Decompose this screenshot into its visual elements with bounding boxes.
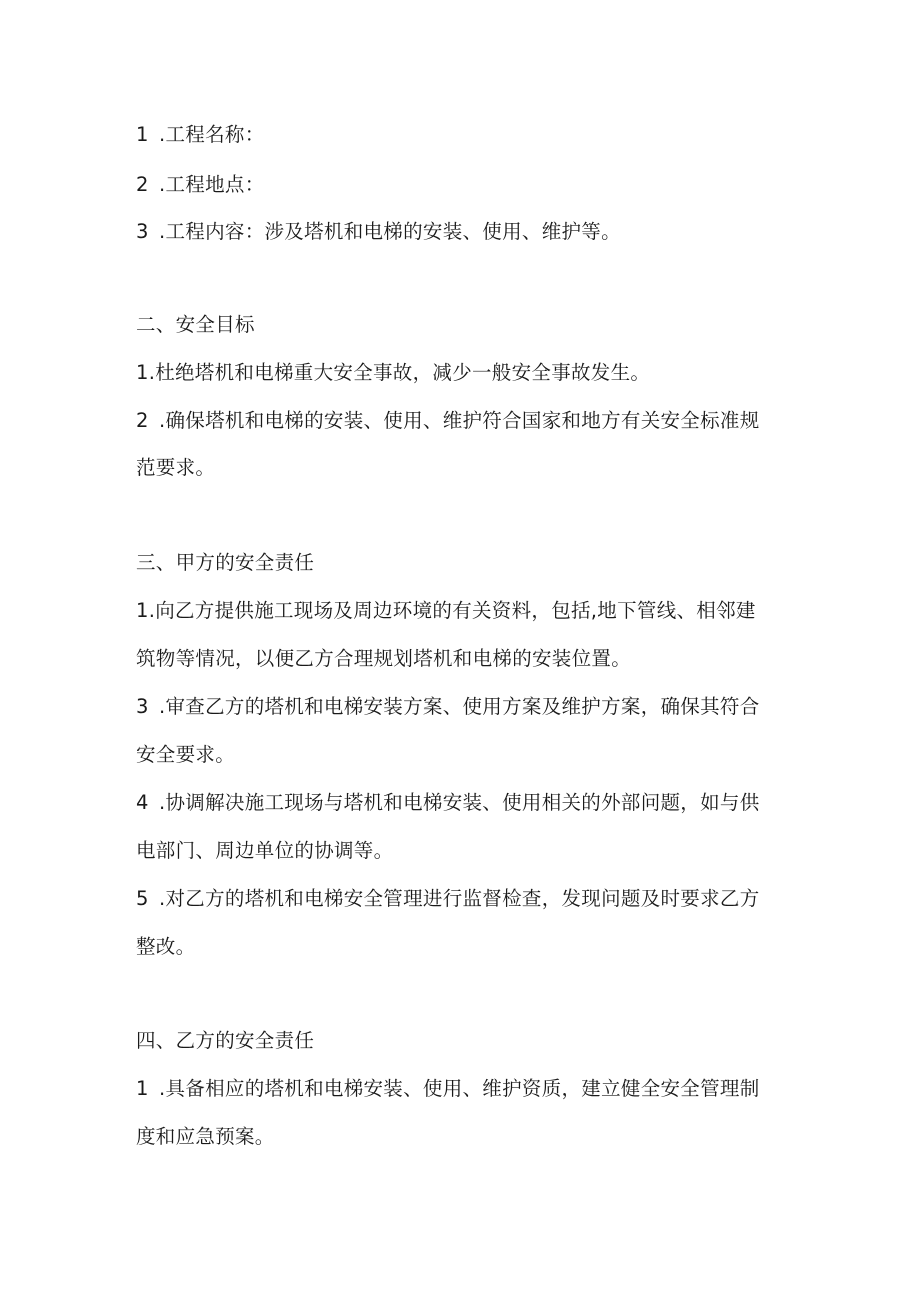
- section-heading-party-b: 四、乙方的安全责任: [136, 1029, 315, 1052]
- list-number: 2: [136, 173, 149, 196]
- party-b-item-1-line2: 度和应急预案。: [136, 1125, 275, 1148]
- section-heading-party-a: 三、甲方的安全责任: [136, 551, 315, 574]
- project-location-text: .工程地点：: [159, 173, 265, 196]
- list-number: 2: [136, 409, 149, 432]
- party-a-item-4-line1: [136, 789, 796, 817]
- party-b-item-1-line1: [136, 1075, 796, 1103]
- list-number: 1: [136, 123, 149, 146]
- goal-item-2-line2: 范要求。: [136, 456, 216, 479]
- party-a-item-5-line2: 整改。: [136, 935, 196, 958]
- party-a-item-1-line1: 1.向乙方提供施工现场及周边环境的有关资料，包括,地下管线、相邻建: [136, 599, 756, 622]
- project-name-text: .工程名称：: [159, 123, 265, 146]
- goal-item-2-line1: [136, 407, 796, 435]
- goal-item-2-text: .确保塔机和电梯的安装、使用、维护符合国家和地方有关安全标准规: [159, 409, 760, 432]
- section-heading-safety-goals: 二、安全目标: [136, 313, 255, 336]
- party-a-item-3-line1: [136, 693, 796, 721]
- project-location-line: [136, 171, 796, 199]
- party-a-item-3-line2: 安全要求。: [136, 743, 236, 766]
- party-a-item-5-text: .对乙方的塔机和电梯安全管理进行监督检查，发现问题及时要求乙方: [159, 887, 760, 910]
- party-a-item-1-line2: 筑物等情况，以便乙方合理规划塔机和电梯的安装位置。: [136, 647, 632, 670]
- party-a-item-4-text: .协调解决施工现场与塔机和电梯安装、使用相关的外部问题，如与供: [159, 791, 760, 814]
- project-content-line: [136, 218, 796, 246]
- list-number: 3: [136, 220, 149, 243]
- list-number: 3: [136, 695, 149, 718]
- party-a-item-5-line1: [136, 885, 796, 913]
- goal-item-1: 1.杜绝塔机和电梯重大安全事故，减少一般安全事故发生。: [136, 361, 651, 384]
- list-number: 1: [136, 1077, 149, 1100]
- project-name-line: [136, 121, 796, 149]
- list-number: 5: [136, 887, 149, 910]
- party-b-item-1-text: .具备相应的塔机和电梯安装、使用、维护资质，建立健全安全管理制: [159, 1077, 760, 1100]
- list-number: 4: [136, 791, 149, 814]
- project-content-text: .工程内容：涉及塔机和电梯的安装、使用、维护等。: [159, 220, 621, 243]
- party-a-item-3-text: .审查乙方的塔机和电梯安装方案、使用方案及维护方案，确保其符合: [159, 695, 760, 718]
- party-a-item-4-line2: 电部门、周边单位的协调等。: [136, 839, 394, 862]
